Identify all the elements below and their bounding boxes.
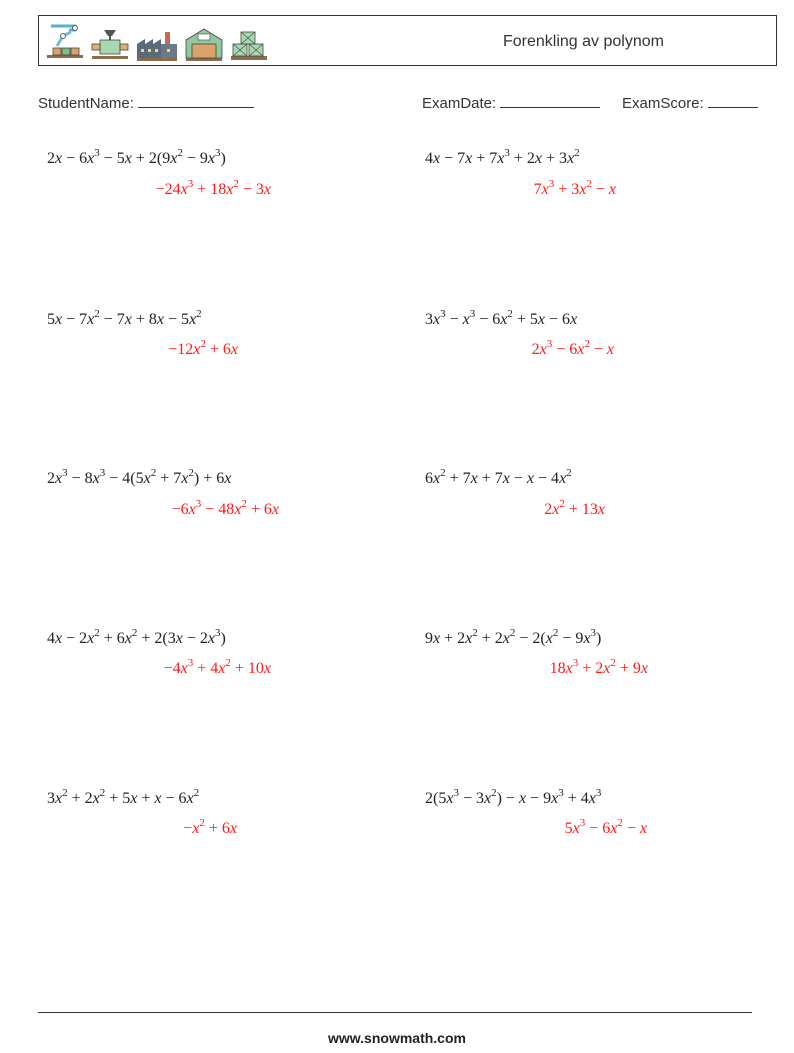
- problem-6-answer: $2x^2 + 13x$: [544, 498, 605, 518]
- problem-8-answer: $18x^3 + 2x^2 + 9x$: [549, 657, 648, 677]
- problem-7-question: $4x - 2x^2 + 6x^2 + 2(3x - 2x^3)$: [47, 627, 226, 647]
- exam-date-field[interactable]: [422, 93, 600, 112]
- problem-3-question: $5x - 7x^2 - 7x + 8x - 5x^2$: [47, 308, 202, 328]
- exam-score-blank[interactable]: [708, 93, 758, 108]
- problem-7-answer: $-4x^3 + 4x^2 + 10x$: [163, 657, 271, 677]
- exam-date-blank[interactable]: [500, 93, 600, 108]
- problem-4-answer: $2x^3 - 6x^2 - x$: [531, 338, 614, 358]
- problem-5-answer: $-6x^3 - 48x^2 + 6x$: [171, 498, 279, 518]
- exam-date-label: ExamDate:: [422, 95, 497, 112]
- factory-icon: [135, 30, 179, 62]
- problem-4-question: $3x^3 - x^3 - 6x^2 + 5x - 6x$: [425, 308, 578, 328]
- pallet-boxes-icon: [229, 22, 269, 62]
- worksheet-header: [38, 15, 777, 66]
- student-name-label: StudentName:: [38, 95, 134, 112]
- worksheet-title: Forenkling av polynom: [503, 33, 664, 50]
- problem-8-question: $9x + 2x^2 + 2x^2 - 2(x^2 - 9x^3)$: [425, 627, 602, 647]
- problem-6-question: $6x^2 + 7x + 7x - x - 4x^2$: [425, 467, 572, 487]
- warehouse-icon: [184, 26, 224, 62]
- footer-url: www.snowmath.com: [328, 1030, 466, 1046]
- problem-2-question: $4x - 7x + 7x^3 + 2x + 3x^2$: [425, 147, 580, 167]
- exam-score-label: ExamScore:: [622, 95, 704, 112]
- exam-score-field[interactable]: [622, 93, 758, 112]
- press-machine-icon: [90, 26, 130, 62]
- problem-3-answer: $-12x^2 + 6x$: [168, 338, 238, 358]
- problem-1-answer: $-24x^3 + 18x^2 - 3x$: [155, 178, 271, 198]
- student-name-blank[interactable]: [138, 93, 254, 108]
- footer-divider: [38, 1012, 752, 1013]
- problem-1-question: $2x - 6x^3 - 5x + 2(9x^2 - 9x^3)$: [47, 147, 226, 167]
- problem-10-answer: $5x^3 - 6x^2 - x$: [564, 817, 647, 837]
- problem-10-question: $2(5x^3 - 3x^2) - x - 9x^3 + 4x^3$: [425, 787, 602, 807]
- problem-9-answer: $-x^2 + 6x$: [183, 817, 237, 837]
- robot-arm-icon: [45, 22, 85, 62]
- problem-5-question: $2x^3 - 8x^3 - 4(5x^2 + 7x^2) + 6x$: [47, 467, 232, 487]
- header-icons: [45, 20, 269, 62]
- problem-2-answer: $7x^3 + 3x^2 - x$: [533, 178, 616, 198]
- student-name-field[interactable]: [38, 93, 254, 112]
- problem-9-question: $3x^2 + 2x^2 + 5x + x - 6x^2$: [47, 787, 200, 807]
